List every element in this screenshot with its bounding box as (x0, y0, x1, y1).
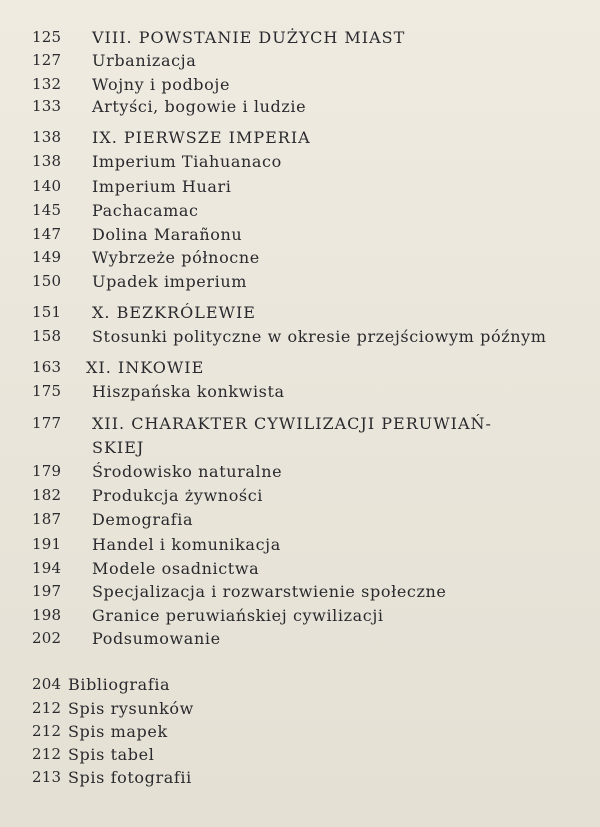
section-title: Spis mapek (68, 722, 168, 741)
page-number: 182 (32, 486, 62, 504)
page-number: 133 (32, 97, 62, 115)
page-number: 202 (32, 629, 62, 647)
page-number: 212 (32, 722, 62, 740)
page-number: 149 (32, 248, 62, 266)
section-title: Wybrzeże północne (92, 248, 260, 267)
page-number: 175 (32, 382, 62, 400)
chapter-title-continuation: SKIEJ (92, 438, 145, 457)
section-title: Środowisko naturalne (92, 462, 283, 481)
page-number: 212 (32, 745, 62, 763)
chapter-title: XI. INKOWIE (86, 358, 205, 377)
section-title: Artyści, bogowie i ludzie (92, 97, 307, 116)
section-title: Modele osadnictwa (92, 559, 260, 578)
section-title: Hiszpańska konkwista (92, 382, 285, 401)
chapter-title: X. BEZKRÓLEWIE (92, 303, 256, 322)
section-title: Urbanizacja (92, 51, 197, 70)
page-number: 140 (32, 177, 62, 195)
page-number: 147 (32, 225, 62, 243)
section-title: Pachacamac (92, 201, 199, 220)
section-title: Granice peruwiańskiej cywilizacji (92, 606, 384, 625)
page-number: 197 (32, 582, 62, 600)
section-title: Imperium Huari (92, 177, 232, 196)
page-number: 198 (32, 606, 62, 624)
section-title: Upadek imperium (92, 272, 247, 291)
page-number: 163 (32, 358, 62, 376)
section-title: Podsumowanie (92, 629, 221, 648)
chapter-title: VIII. POWSTANIE DUŻYCH MIAST (92, 28, 406, 47)
chapter-title: IX. PIERWSZE IMPERIA (92, 128, 311, 147)
page-number: 138 (32, 128, 62, 146)
section-title: Demografia (92, 510, 194, 529)
section-title: Produkcja żywności (92, 486, 264, 505)
page-number: 132 (32, 75, 62, 93)
section-title: Handel i komunikacja (92, 535, 281, 554)
page-number: 151 (32, 303, 62, 321)
section-title: Wojny i podboje (92, 75, 231, 94)
section-title: Bibliografia (68, 675, 171, 694)
page-number: 187 (32, 510, 62, 528)
section-title: Stosunki polityczne w okresie przejściowym późnym (92, 327, 547, 346)
page-number: 138 (32, 152, 62, 170)
page-number: 213 (32, 768, 62, 786)
section-title: Dolina Marañonu (92, 225, 243, 244)
page-number: 145 (32, 201, 62, 219)
page-number: 191 (32, 535, 62, 553)
page-number: 179 (32, 462, 62, 480)
section-title: Spis fotografii (68, 768, 192, 787)
section-title: Specjalizacja i rozwarstwienie społeczne (92, 582, 447, 601)
page-number: 158 (32, 327, 62, 345)
page-number: 177 (32, 414, 62, 432)
page-number: 204 (32, 675, 62, 693)
page-number: 127 (32, 51, 62, 69)
section-title: Spis tabel (68, 745, 155, 764)
chapter-title: XII. CHARAKTER CYWILIZACJI PERUWIAŃ- (92, 414, 492, 433)
page-number: 150 (32, 272, 62, 290)
page-number: 125 (32, 28, 62, 46)
page-number: 212 (32, 699, 62, 717)
section-title: Spis rysunków (68, 699, 194, 718)
page-number: 194 (32, 559, 62, 577)
section-title: Imperium Tiahuanaco (92, 152, 282, 171)
